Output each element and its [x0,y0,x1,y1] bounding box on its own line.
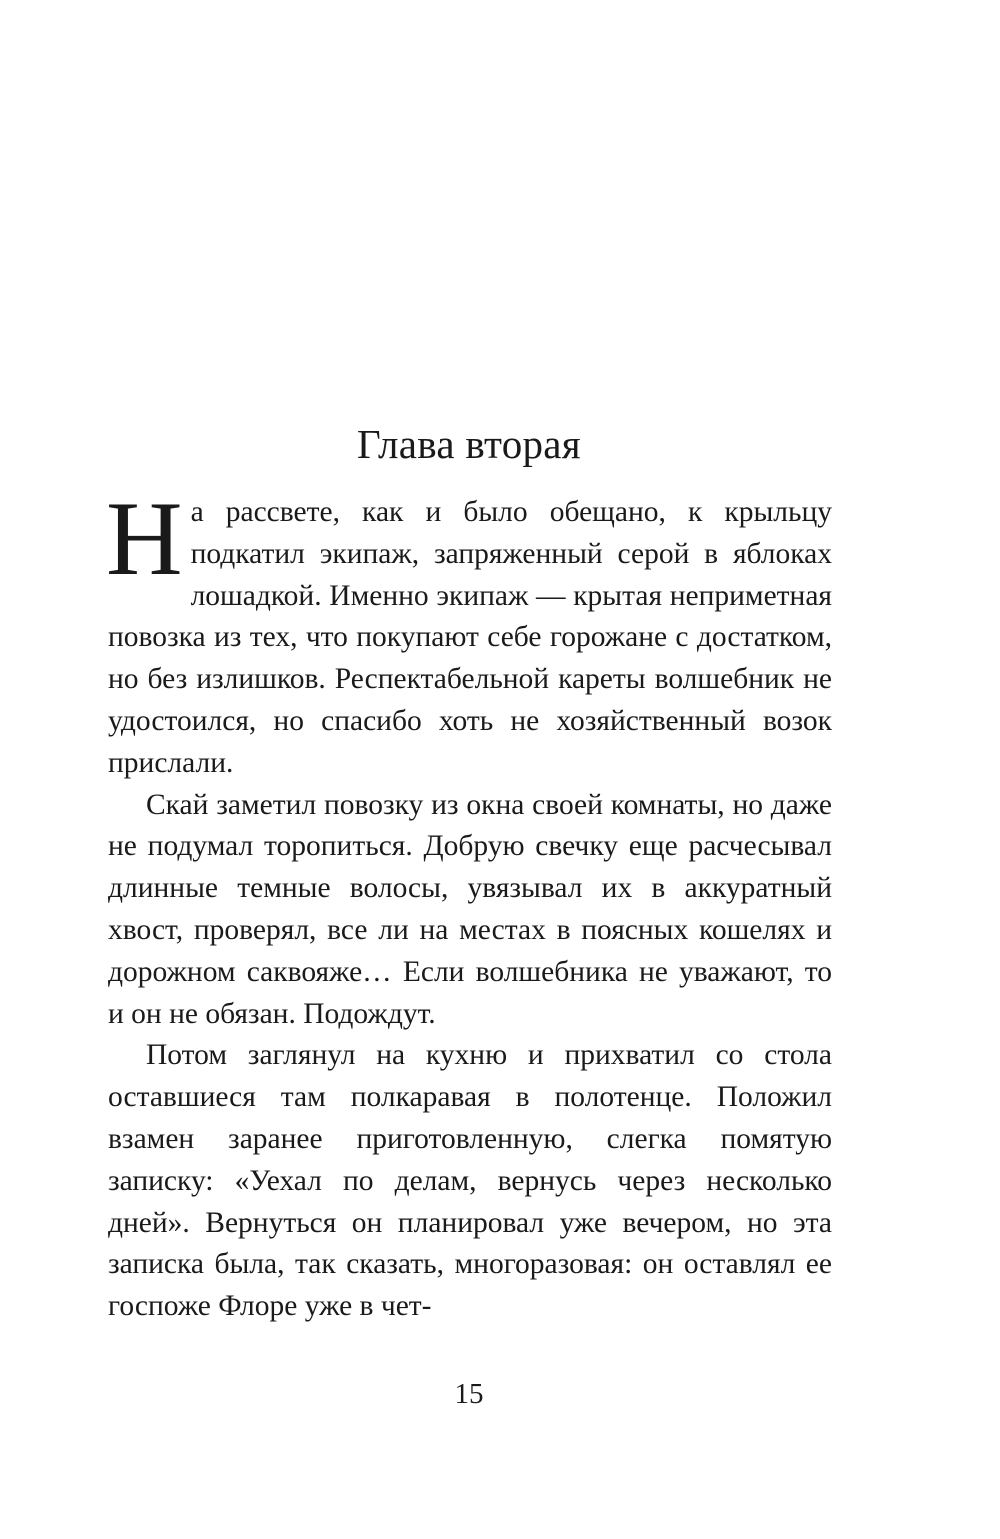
paragraph-1 [106,480,832,785]
drop-cap: Н [106,480,183,597]
page-number: 15 [454,1378,484,1410]
paragraph-3: Потом заглянул на кухню и прихватил со стола оставшиеся там полкаравая в полотенце. Положил взамен заранее приготовленную, слегка помятую записку: «Уехал по делам, вернусь через несколько дней». Вернуться он планировал уже вечером, но эта записка была, так сказать, многоразовая: он оставлял ее госпоже Флоре уже в чет- [108,1039,832,1323]
chapter-title: Глава вторая [357,421,581,467]
body-text [106,480,832,1328]
paragraph-2: Скай заметил повозку из окна своей комнаты, но даже не подумал торопиться. Добрую свечку еще расчесывал длинные темные волосы, увязывал их в аккуратный хвост, проверял, все ли на местах в поясных кошелях и дорожном саквояже… Если волшебника не уважают, то и он не обязан. Подождут. [108,788,832,1030]
paragraph-1-text: а рассвете, как и было обещано, к крыльцу подкатил экипаж, запряженный серой в яблоках лошадкой. Именно экипаж — крытая неприметная повозка из тех, что покупают себе горожане с достатком, но без излишков. Респектабельной кареты волшебник не удостоился, но спасибо хоть не хозяйственный возок прислали. [108,496,832,779]
